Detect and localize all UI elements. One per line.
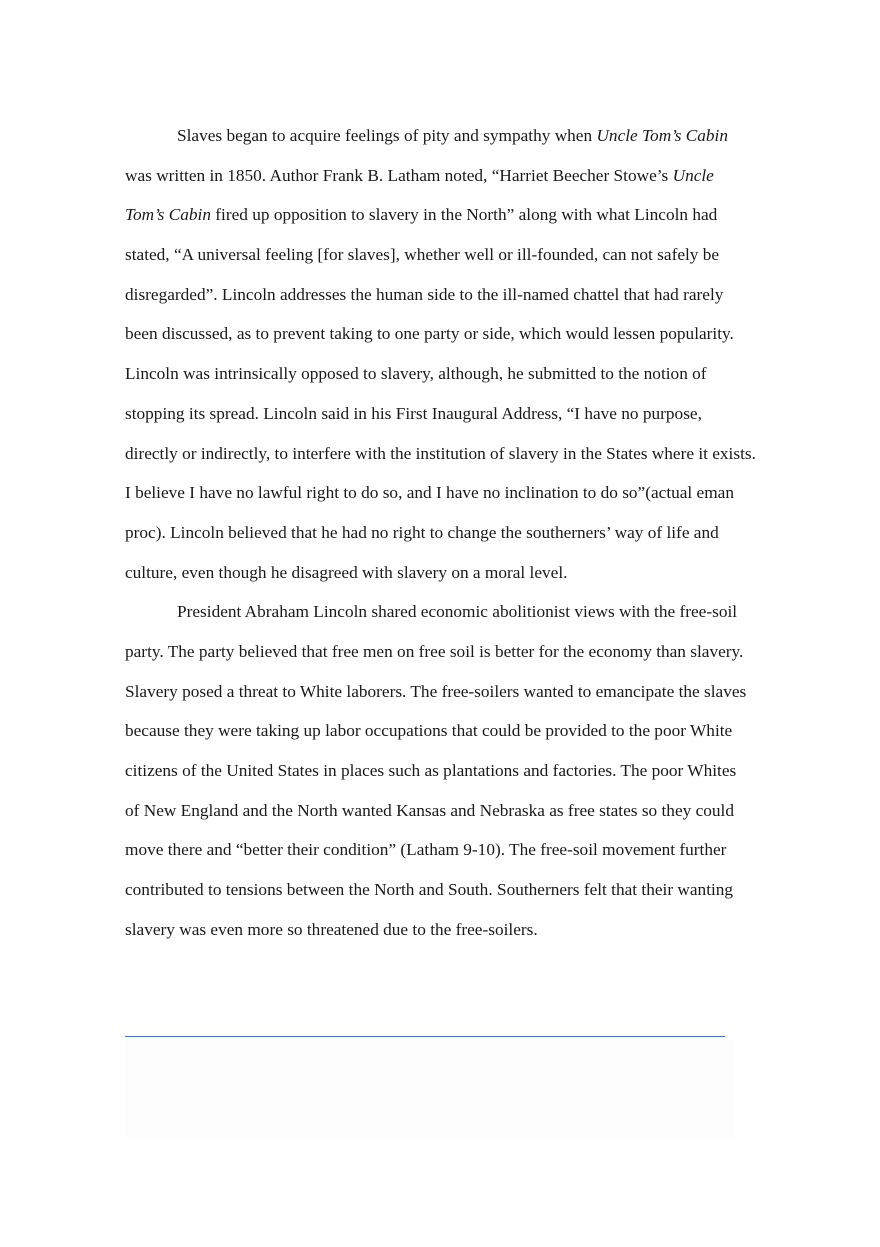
text-run: slavery was even more so threatened due to the free-soilers. xyxy=(125,919,538,939)
text-run: citizens of the United States in places such as plantations and factories. The poor Whites xyxy=(125,761,737,780)
footnote-area xyxy=(125,1040,735,1140)
text-line xyxy=(125,870,765,910)
text-run: Lincoln was intrinsically opposed to slavery, although, he submitted to the notion of xyxy=(125,364,707,384)
text-line xyxy=(125,632,765,672)
italic-title-text: Uncle Tom’s Cabin xyxy=(596,126,729,145)
italic-title-text: Tom’s Cabin xyxy=(125,205,211,225)
text-line xyxy=(125,672,765,712)
text-line xyxy=(125,156,765,196)
text-line xyxy=(125,910,765,950)
text-run: Slaves began to acquire feelings of pity and sympathy when xyxy=(177,126,597,145)
paragraph xyxy=(125,116,765,592)
text-run: President Abraham Lincoln shared economic abolitionist views with the free-soil xyxy=(177,602,738,622)
text-line xyxy=(125,275,765,315)
footnote-separator xyxy=(125,1036,725,1037)
text-line xyxy=(125,553,765,593)
italic-title-text: Uncle xyxy=(672,165,714,185)
text-run: stated, “A universal feeling [for slaves], whether well or ill-founded, can not safely be xyxy=(125,245,720,265)
text-line xyxy=(125,791,765,831)
text-run: move there and “better their condition” (Latham 9-10). The free-soil movement further xyxy=(125,840,727,860)
text-run: was written in 1850. Author Frank B. Latham noted, “Harriet Beecher Stowe’s xyxy=(125,165,673,185)
text-run: stopping its spread. Lincoln said in his First Inaugural Address, “I have no purpose, xyxy=(125,403,702,423)
text-run: proc). Lincoln believed that he had no right to change the southerners’ way of life and xyxy=(125,522,719,542)
text-run: I believe I have no lawful right to do so, and I have no inclination to do so”(actual eman xyxy=(125,483,734,503)
text-line xyxy=(125,751,765,791)
text-run: directly or indirectly, to interfere with the institution of slavery in the States where it exists. xyxy=(125,443,756,463)
text-run: Slavery posed a threat to White laborers. The free-soilers wanted to emancipate the slaves xyxy=(125,681,747,701)
text-line xyxy=(125,235,765,275)
text-run: contributed to tensions between the North and South. Southerners felt that their wanting xyxy=(125,880,734,900)
text-line xyxy=(125,116,765,156)
text-run: party. The party believed that free men on free soil is better for the economy than slavery. xyxy=(125,641,744,661)
text-run: been discussed, as to prevent taking to one party or side, which would lessen popularity. xyxy=(125,324,734,344)
text-line xyxy=(125,195,765,235)
text-run: because they were taking up labor occupations that could be provided to the poor White xyxy=(125,721,733,741)
text-line xyxy=(125,434,765,474)
text-line xyxy=(125,394,765,434)
text-run: fired up opposition to slavery in the North” along with what Lincoln had xyxy=(210,205,718,225)
text-line xyxy=(125,830,765,870)
text-line xyxy=(125,314,765,354)
text-run: culture, even though he disagreed with slavery on a moral level. xyxy=(125,562,568,582)
text-run: disregarded”. Lincoln addresses the human side to the ill-named chattel that had rarely xyxy=(125,284,724,304)
body-text xyxy=(125,116,765,949)
text-line xyxy=(125,354,765,394)
text-line xyxy=(125,473,765,513)
text-run: of New England and the North wanted Kansas and Nebraska as free states so they could xyxy=(125,800,734,820)
text-line xyxy=(125,592,765,632)
paragraph xyxy=(125,592,765,949)
text-line xyxy=(125,513,765,553)
text-line xyxy=(125,711,765,751)
